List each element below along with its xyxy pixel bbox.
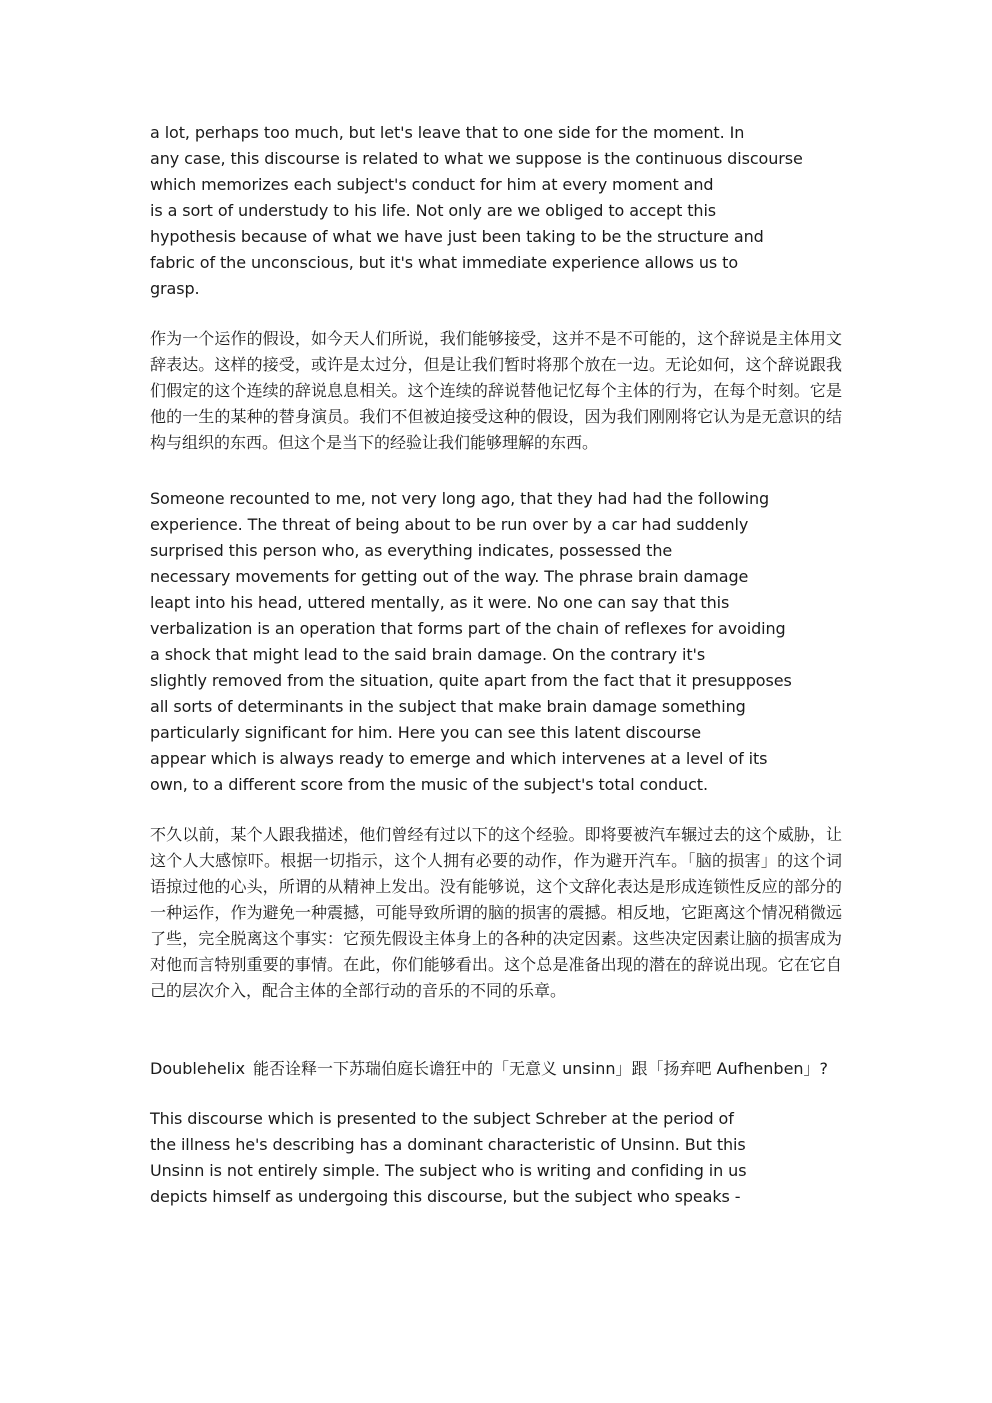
text-line: a shock that might lead to the said brain damage. On the contrary it's bbox=[150, 645, 706, 664]
text-line: leapt into his head, uttered mentally, as it were. No one can say that this bbox=[150, 593, 730, 612]
english-paragraph-3 bbox=[150, 1106, 850, 1210]
text-line: is a sort of understudy to his life. Not only are we obliged to accept this bbox=[150, 201, 717, 220]
text-line: verbalization is an operation that forms part of the chain of reflexes for avoiding bbox=[150, 619, 786, 638]
text-line: hypothesis because of what we have just been taking to be the structure and bbox=[150, 227, 764, 246]
question-text: 能否诠释一下苏瑞伯庭长谵狂中的「无意义 unsinn」跟「扬弃吧 Aufhenben」? bbox=[253, 1059, 829, 1078]
question-heading bbox=[150, 1056, 850, 1082]
document-page bbox=[150, 120, 850, 1210]
text-line: which memorizes each subject's conduct for him at every moment and bbox=[150, 175, 714, 194]
text-line: any case, this discourse is related to what we suppose is the continuous discourse bbox=[150, 149, 803, 168]
text-line: experience. The threat of being about to be run over by a car had suddenly bbox=[150, 515, 749, 534]
text-line: a lot, perhaps too much, but let's leave that to one side for the moment. In bbox=[150, 123, 745, 142]
text-line: all sorts of determinants in the subject that make brain damage something bbox=[150, 697, 746, 716]
text-line: fabric of the unconscious, but it's what immediate experience allows us to bbox=[150, 253, 739, 272]
english-paragraph-1 bbox=[150, 120, 850, 302]
text-line: own, to a different score from the music of the subject's total conduct. bbox=[150, 775, 708, 794]
text-line: Someone recounted to me, not very long ago, that they had had the following bbox=[150, 489, 770, 508]
author-name: Doublehelix bbox=[150, 1059, 246, 1078]
text-line: appear which is always ready to emerge and which intervenes at a level of its bbox=[150, 749, 768, 768]
chinese-paragraph-1: 作为一个运作的假设，如今天人们所说，我们能够接受，这并不是不可能的，这个辞说是主体用文辞表达。这样的接受，或许是太过分，但是让我们暂时将那个放在一边。无论如何，这个辞说跟我们假定的这个连续的辞说息息相关。这个连续的辞说替他记忆每个主体的行为，在每个时刻。它是他的一生的某种的替身演员。我们不但被迫接受这种的假设，因为我们刚刚将它认为是无意识的结构与组织的东西。但这个是当下的经验让我们能够理解的东西。 bbox=[150, 329, 842, 452]
text-line: grasp. bbox=[150, 279, 200, 298]
text-line: necessary movements for getting out of the way. The phrase brain damage bbox=[150, 567, 749, 586]
text-line: depicts himself as undergoing this discourse, but the subject who speaks - bbox=[150, 1187, 741, 1206]
text-line: surprised this person who, as everything indicates, possessed the bbox=[150, 541, 673, 560]
chinese-paragraph-2: 不久以前，某个人跟我描述，他们曾经有过以下的这个经验。即将要被汽车辗过去的这个威胁，让这个人大感惊吓。根据一切指示，这个人拥有必要的动作，作为避开汽车。「脑的损害」的这个词语掠过他的心头，所谓的从精神上发出。没有能够说，这个文辞化表达是形成连锁性反应的部分的一种运作，作为避免一种震撼，可能导致所谓的脑的损害的震撼。相反地，它距离这个情况稍微远了些，完全脱离这个事实：它预先假设主体身上的各种的决定因素。这些决定因素让脑的损害成为对他而言特别重要的事情。在此，你们能够看出。这个总是准备出现的潜在的辞说出现。它在它自己的层次介入，配合主体的全部行动的音乐的不同的乐章。 bbox=[150, 825, 842, 1000]
text-line: particularly significant for him. Here you can see this latent discourse bbox=[150, 723, 701, 742]
text-line: slightly removed from the situation, quite apart from the fact that it presupposes bbox=[150, 671, 792, 690]
text-line: Unsinn is not entirely simple. The subject who is writing and confiding in us bbox=[150, 1161, 747, 1180]
text-line: the illness he's describing has a dominant characteristic of Unsinn. But this bbox=[150, 1135, 746, 1154]
text-line: This discourse which is presented to the subject Schreber at the period of bbox=[150, 1109, 734, 1128]
english-paragraph-2 bbox=[150, 486, 850, 798]
